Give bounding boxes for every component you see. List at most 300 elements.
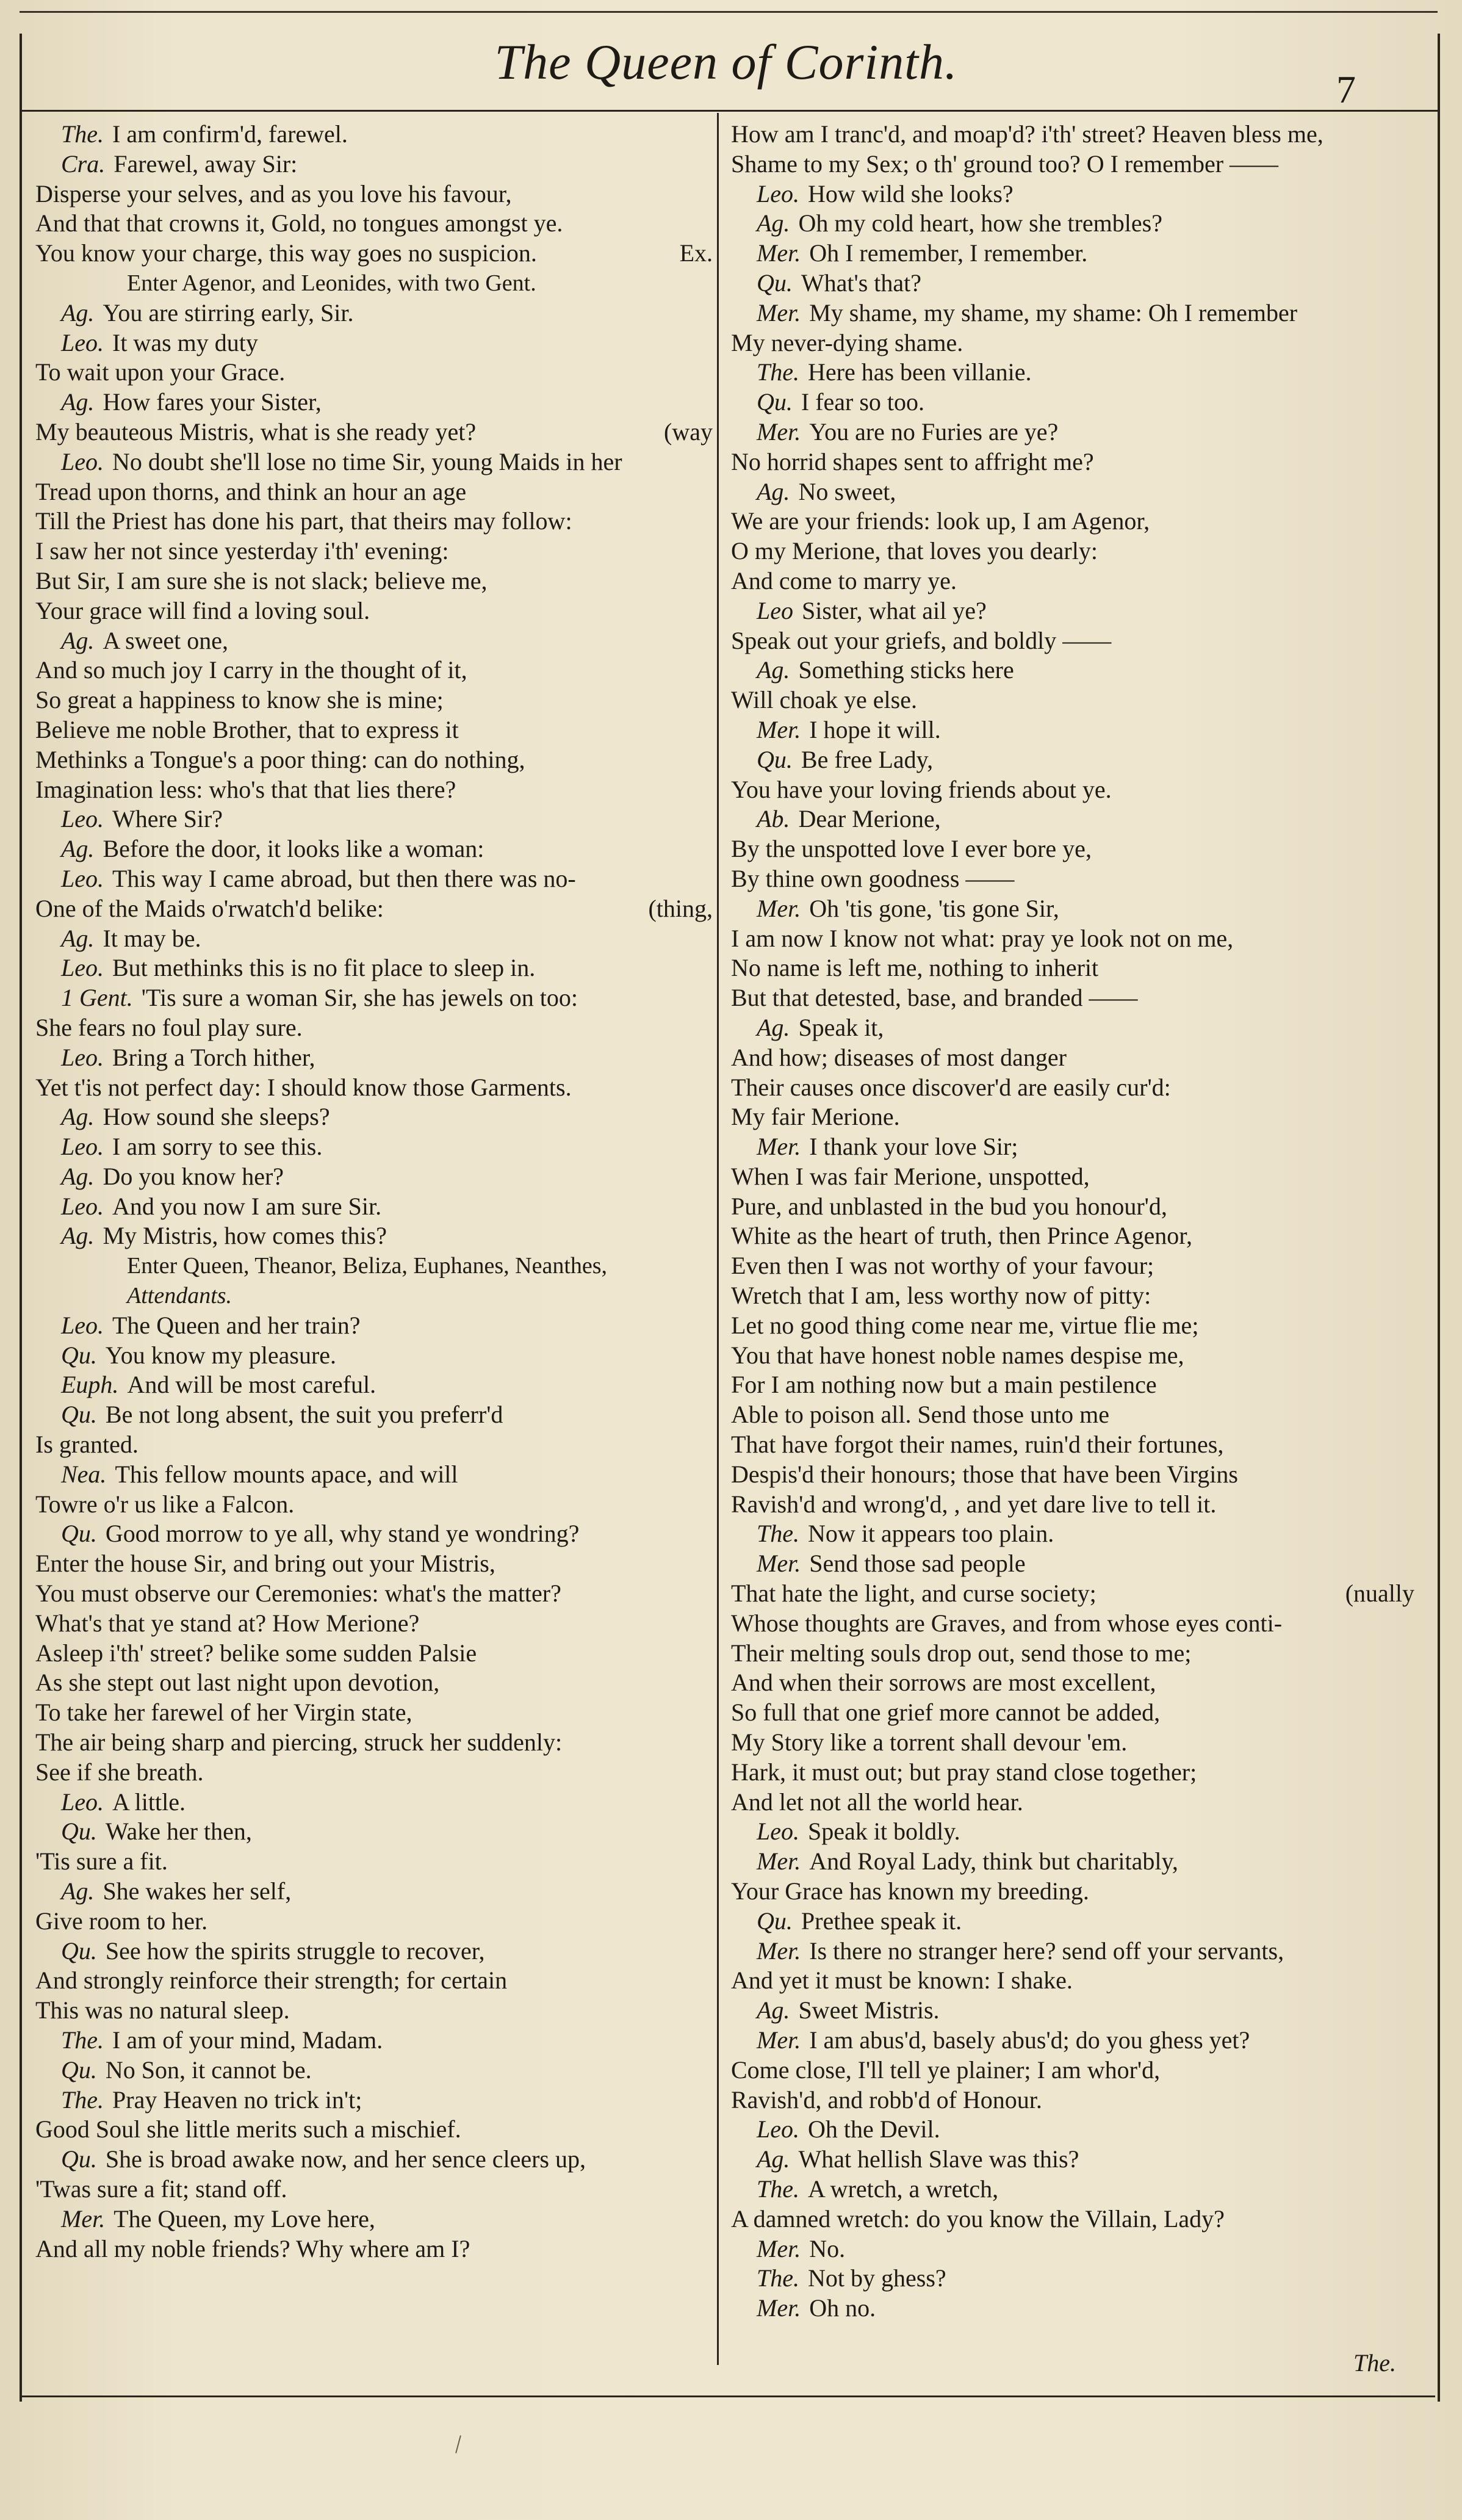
line-text: Ravish'd and wrong'd, , and yet dare live to tell it.	[731, 1490, 1217, 1518]
speaker-prefix: Qu.	[61, 1937, 97, 1965]
line-text: My shame, my shame, my shame: Oh I remember	[809, 298, 1298, 327]
line-text: 'Twas sure a fit; stand off.	[35, 2175, 287, 2203]
right-text-column	[731, 120, 1414, 2323]
verse-line	[731, 864, 1414, 894]
line-text: Good Soul she little merits such a mischief.	[35, 2115, 461, 2143]
line-text: I fear so too.	[801, 388, 925, 416]
line-text: So great a happiness to know she is mine;	[35, 686, 444, 714]
line-text: She wakes her self,	[103, 1877, 292, 1905]
speaker-prefix: Ag.	[757, 209, 790, 237]
verse-line	[35, 150, 713, 179]
line-text: A damned wretch: do you know the Villain, Lady?	[731, 2204, 1225, 2233]
verse-line	[731, 1162, 1414, 1192]
line-text: And strongly reinforce their strength; for certain	[35, 1966, 508, 1995]
verse-line	[35, 1609, 713, 1639]
verse-line	[35, 239, 713, 269]
line-text: No.	[809, 2234, 846, 2262]
line-text: As she stept out last night upon devotion,	[35, 1669, 440, 1697]
line-text: Bring a Torch hither,	[112, 1043, 315, 1071]
verse-line	[731, 1817, 1414, 1847]
speaker-prefix: Leo.	[61, 1133, 104, 1161]
speaker-prefix: Qu.	[61, 1401, 97, 1429]
speaker-prefix: Euph.	[61, 1371, 119, 1399]
line-text: This fellow mounts apace, and will	[115, 1460, 458, 1488]
verse-line	[731, 2234, 1414, 2264]
line-text: And how; diseases of most danger	[731, 1043, 1067, 1071]
verse-line	[35, 1221, 713, 1251]
verse-line	[731, 1966, 1414, 1996]
line-text: Hark, it must out; but pray stand close together;	[731, 1758, 1197, 1786]
line-text: But Sir, I am sure she is not slack; believe me,	[35, 566, 488, 594]
verse-line	[35, 864, 713, 894]
line-text: What hellish Slave was this?	[798, 2145, 1079, 2173]
line-text: Sister, what ail ye?	[802, 596, 987, 624]
speaker-prefix: Mer.	[757, 2294, 801, 2322]
line-text: Able to poison all. Send those unto me	[731, 1401, 1109, 1429]
line-text: To take her farewel of her Virgin state,	[35, 1699, 412, 1727]
speaker-prefix: Ab.	[757, 805, 790, 833]
speaker-prefix: Mer.	[757, 715, 801, 743]
verse-line	[35, 1370, 713, 1400]
line-text: By thine own goodness ——	[731, 864, 1015, 892]
verse-line	[35, 1937, 713, 1966]
verse-line	[731, 2026, 1414, 2056]
verse-line	[731, 924, 1414, 954]
verse-line	[35, 1341, 713, 1371]
line-text: She is broad awake now, and her sence cleers up,	[105, 2145, 586, 2173]
speaker-prefix: The.	[61, 2085, 104, 2114]
verse-line	[731, 1668, 1414, 1698]
verse-line	[35, 1877, 713, 1907]
line-text: You that have honest noble names despise me,	[731, 1341, 1184, 1369]
verse-line	[731, 1221, 1414, 1251]
verse-line	[731, 1192, 1414, 1222]
speaker-prefix: Mer.	[61, 2204, 106, 2233]
speaker-prefix: Ag.	[757, 1996, 790, 2024]
verse-line	[35, 1549, 713, 1579]
line-turnover: (way	[664, 417, 713, 446]
line-text: I am now I know not what: pray ye look not on me,	[731, 924, 1234, 952]
speaker-prefix: Qu.	[61, 1818, 97, 1846]
line-text: Something sticks here	[798, 656, 1014, 684]
speaker-prefix: Mer.	[757, 417, 801, 446]
verse-line	[731, 2115, 1414, 2145]
line-text: Dear Merione,	[798, 805, 941, 833]
line-text: Imagination less: who's that that lies there?	[35, 775, 456, 803]
speaker-prefix: The.	[757, 1520, 799, 1548]
line-text: I thank your love Sir;	[809, 1133, 1018, 1161]
verse-line	[731, 1370, 1414, 1400]
speaker-prefix: The.	[61, 2026, 104, 2054]
left-text-column	[35, 120, 713, 2264]
speaker-prefix: Mer.	[757, 239, 801, 267]
line-text: A wretch, a wretch,	[808, 2175, 999, 2203]
verse-line	[731, 715, 1414, 745]
verse-line	[35, 1817, 713, 1847]
speaker-prefix: Leo.	[757, 179, 799, 208]
line-text: No doubt she'll lose no time Sir, young Maids in her	[112, 447, 622, 475]
line-text: Send those sad people	[809, 1550, 1026, 1578]
verse-line	[731, 1311, 1414, 1341]
line-text: And all my noble friends? Why where am I?	[35, 2234, 470, 2262]
verse-line	[731, 566, 1414, 596]
line-text: You must observe our Ceremonies: what's the matter?	[35, 1580, 561, 1608]
line-text: Oh the Devil.	[808, 2115, 940, 2143]
verse-line	[35, 388, 713, 417]
stage-direction: Enter Agenor, and Leonides, with two Gent.	[127, 270, 536, 296]
stage-direction: Enter Queen, Theanor, Beliza, Euphanes, Neanthes,	[127, 1253, 608, 1279]
verse-line	[731, 2294, 1414, 2323]
line-text: Prethee speak it.	[801, 1907, 962, 1935]
verse-line	[35, 477, 713, 507]
verse-line	[35, 715, 713, 745]
verse-line	[731, 239, 1414, 269]
line-text: Whose thoughts are Graves, and from whose eyes conti-	[731, 1609, 1283, 1637]
verse-line	[731, 626, 1414, 656]
speaker-prefix: The.	[61, 120, 104, 148]
verse-line	[35, 1758, 713, 1788]
verse-line	[35, 655, 713, 685]
verse-line	[35, 626, 713, 656]
verse-line	[35, 1311, 713, 1341]
line-text: How sound she sleeps?	[103, 1103, 330, 1131]
line-text: I am of your mind, Madam.	[112, 2026, 383, 2054]
verse-line	[731, 834, 1414, 864]
verse-line	[35, 328, 713, 358]
verse-line	[35, 2026, 713, 2056]
speaker-prefix: Ag.	[757, 2145, 790, 2173]
line-text: Enter the house Sir, and bring out your Mistris,	[35, 1550, 495, 1578]
speaker-prefix: Ag.	[757, 1013, 790, 1041]
line-text: And yet it must be known: I shake.	[731, 1966, 1073, 1995]
speaker-prefix: The.	[757, 2175, 799, 2203]
line-text: Here has been villanie.	[808, 358, 1032, 386]
line-text: Tread upon thorns, and think an hour an age	[35, 477, 467, 505]
verse-line	[731, 655, 1414, 685]
speaker-prefix: Qu.	[757, 269, 793, 297]
verse-line	[731, 477, 1414, 507]
speaker-prefix: Nea.	[61, 1460, 107, 1488]
verse-line	[35, 1400, 713, 1430]
line-text: This was no natural sleep.	[35, 1996, 290, 2024]
verse-line	[731, 328, 1414, 358]
verse-line	[731, 120, 1414, 150]
verse-line	[731, 1400, 1414, 1430]
line-text: Pray Heaven no trick in't;	[112, 2085, 362, 2114]
line-text: No sweet,	[798, 477, 896, 505]
verse-line	[35, 1996, 713, 2026]
line-text: What's that?	[801, 269, 922, 297]
line-text: A sweet one,	[103, 626, 228, 654]
speaker-prefix: Ag.	[61, 1222, 95, 1250]
verse-line	[35, 298, 713, 328]
verse-line	[731, 1907, 1414, 1937]
verse-line	[35, 2085, 713, 2115]
line-text: One of the Maids o'rwatch'd belike:	[35, 894, 384, 922]
verse-line	[731, 775, 1414, 805]
line-text: 'Tis sure a woman Sir, she has jewels on too:	[141, 984, 578, 1012]
verse-line	[731, 388, 1414, 417]
verse-line	[35, 2204, 713, 2234]
verse-line	[35, 1788, 713, 1818]
verse-line	[731, 1281, 1414, 1311]
ink-mark	[455, 2435, 461, 2453]
verse-line	[35, 2145, 713, 2175]
header-rule	[20, 110, 1438, 112]
speaker-prefix: Ag.	[61, 298, 95, 327]
line-text: And come to marry ye.	[731, 566, 957, 594]
line-text: 'Tis sure a fit.	[35, 1847, 168, 1876]
line-text: Before the door, it looks like a woman:	[103, 835, 484, 863]
verse-line	[731, 804, 1414, 834]
line-text: Do you know her?	[103, 1162, 284, 1190]
verse-line	[731, 1132, 1414, 1162]
line-text: That have forgot their names, ruin'd their fortunes,	[731, 1431, 1224, 1459]
speaker-prefix: Mer.	[757, 1847, 801, 1876]
verse-line	[35, 1639, 713, 1669]
verse-line	[35, 1519, 713, 1549]
verse-line	[35, 745, 713, 775]
speaker-prefix: Cra.	[61, 150, 106, 178]
verse-line	[35, 2056, 713, 2085]
speaker-prefix: Leo.	[61, 864, 104, 892]
verse-line	[731, 745, 1414, 775]
verse-line	[731, 1609, 1414, 1639]
line-text: And will be most careful.	[127, 1371, 376, 1399]
verse-line	[35, 209, 713, 239]
catchword: The.	[1353, 2349, 1396, 2377]
verse-line	[35, 566, 713, 596]
speaker-prefix: Leo.	[61, 1192, 104, 1220]
line-text: But methinks this is no fit place to sleep in.	[112, 954, 536, 982]
line-text: Be not long absent, the suit you preferr'd	[105, 1401, 503, 1429]
verse-line	[35, 1073, 713, 1103]
speaker-prefix: Leo.	[61, 1043, 104, 1071]
line-text: White as the heart of truth, then Prince Agenor,	[731, 1222, 1192, 1250]
line-text: Your grace will find a loving soul.	[35, 596, 370, 624]
line-text: Their melting souls drop out, send those to me;	[731, 1639, 1192, 1667]
line-text: See if she breath.	[35, 1758, 204, 1786]
line-text: Oh no.	[809, 2294, 876, 2322]
top-edge-rule	[20, 11, 1438, 13]
verse-line	[35, 1698, 713, 1728]
speaker-prefix: Leo.	[61, 447, 104, 475]
line-text: Give room to her.	[35, 1907, 208, 1935]
verse-line	[35, 179, 713, 209]
verse-line	[35, 1668, 713, 1698]
line-text: Yet t'is not perfect day: I should know those Garments.	[35, 1073, 572, 1101]
line-text: And Royal Lady, think but charitably,	[809, 1847, 1178, 1876]
line-text: Where Sir?	[112, 805, 223, 833]
line-text: Shame to my Sex; o th' ground too? O I remember ——	[731, 150, 1279, 178]
line-text: I am sorry to see this.	[112, 1133, 323, 1161]
verse-line	[731, 1788, 1414, 1818]
line-text: Sweet Mistris.	[798, 1996, 940, 2024]
verse-line	[35, 536, 713, 566]
speaker-prefix: Mer.	[757, 2026, 801, 2054]
line-text: Their causes once discover'd are easily cur'd:	[731, 1073, 1171, 1101]
speaker-prefix: Leo.	[61, 1311, 104, 1339]
speaker-prefix: Ag.	[61, 1877, 95, 1905]
speaker-prefix: Qu.	[61, 2145, 97, 2173]
verse-line	[35, 596, 713, 626]
verse-line	[731, 2264, 1414, 2294]
line-text: But that detested, base, and branded ——	[731, 984, 1138, 1012]
line-text: And when their sorrows are most excellent,	[731, 1669, 1156, 1697]
line-text: Is granted.	[35, 1431, 139, 1459]
verse-line	[35, 447, 713, 477]
speaker-prefix: Ag.	[61, 626, 95, 654]
line-text: By the unspotted love I ever bore ye,	[731, 835, 1092, 863]
line-text: Oh my cold heart, how she trembles?	[798, 209, 1162, 237]
verse-line	[731, 596, 1414, 626]
verse-line	[35, 834, 713, 864]
line-text: Speak it boldly.	[808, 1818, 960, 1846]
line-text: No horrid shapes sent to affright me?	[731, 447, 1094, 475]
verse-line	[35, 1579, 713, 1609]
verse-line	[731, 1043, 1414, 1073]
verse-line	[731, 1341, 1414, 1371]
line-text: Wretch that I am, less worthy now of pitty:	[731, 1282, 1151, 1310]
verse-line	[731, 1847, 1414, 1877]
line-text: So full that one grief more cannot be added,	[731, 1699, 1161, 1727]
speaker-prefix: Ag.	[61, 1103, 95, 1131]
line-text: And that that crowns it, Gold, no tongues amongst ye.	[35, 209, 563, 237]
line-text: And so much joy I carry in the thought of it,	[35, 656, 467, 684]
line-turnover: Ex.	[679, 239, 713, 267]
line-text: My fair Merione.	[731, 1103, 900, 1131]
verse-line	[731, 2204, 1414, 2234]
speaker-prefix: Ag.	[61, 388, 95, 416]
speaker-prefix: Qu.	[61, 2056, 97, 2084]
speaker-prefix: Qu.	[61, 1341, 97, 1369]
verse-line	[731, 269, 1414, 298]
speaker-prefix: Leo.	[61, 954, 104, 982]
line-text: And let not all the world hear.	[731, 1788, 1023, 1816]
line-text: See how the spirits struggle to recover,	[105, 1937, 485, 1965]
line-text: Ravish'd, and robb'd of Honour.	[731, 2085, 1042, 2114]
line-text: The Queen and her train?	[112, 1311, 361, 1339]
verse-line	[731, 298, 1414, 328]
line-text: Wake her then,	[105, 1818, 252, 1846]
line-text: My Story like a torrent shall devour 'em.	[731, 1728, 1128, 1756]
line-text: Oh 'tis gone, 'tis gone Sir,	[809, 894, 1059, 922]
speaker-prefix: Qu.	[757, 388, 793, 416]
speaker-prefix: Mer.	[757, 1133, 801, 1161]
speaker-prefix: Leo.	[61, 328, 104, 356]
line-text: Asleep i'th' street? belike some sudden Palsie	[35, 1639, 477, 1667]
verse-line	[731, 417, 1414, 447]
verse-line	[35, 507, 713, 536]
line-text: Come close, I'll tell ye plainer; I am whor'd,	[731, 2056, 1161, 2084]
speaker-prefix: Qu.	[757, 1907, 793, 1935]
verse-line	[731, 1877, 1414, 1907]
line-text: Not by ghess?	[808, 2264, 946, 2292]
verse-line	[731, 1251, 1414, 1281]
line-text: My Mistris, how comes this?	[103, 1222, 387, 1250]
verse-line	[35, 1460, 713, 1490]
line-text: I hope it will.	[809, 715, 941, 743]
speaker-prefix: Ag.	[61, 924, 95, 952]
speaker-prefix: Mer.	[757, 894, 801, 922]
line-text: Believe me noble Brother, that to express it	[35, 715, 459, 743]
line-text: My beauteous Mistris, what is she ready yet?	[35, 417, 477, 446]
line-text: Your Grace has known my breeding.	[731, 1877, 1089, 1905]
verse-line	[35, 775, 713, 805]
verse-line	[731, 209, 1414, 239]
line-text: You know your charge, this way goes no suspicion.	[35, 239, 537, 267]
verse-line	[731, 953, 1414, 983]
line-text: No Son, it cannot be.	[105, 2056, 312, 2084]
verse-line	[731, 2056, 1414, 2085]
verse-line	[731, 1013, 1414, 1043]
speaker-prefix: Leo.	[61, 1788, 104, 1816]
verse-line	[731, 1728, 1414, 1758]
verse-line	[731, 358, 1414, 388]
line-text: Now it appears too plain.	[808, 1520, 1054, 1548]
line-text: How fares your Sister,	[103, 388, 322, 416]
line-text: Towre o'r us like a Falcon.	[35, 1490, 295, 1518]
line-text: It was my duty	[112, 328, 258, 356]
line-text: Be free Lady,	[801, 745, 934, 773]
verse-line	[731, 1430, 1414, 1460]
line-turnover: (nually	[1345, 1580, 1414, 1608]
line-text: It may be.	[103, 924, 201, 952]
line-text: Even then I was not worthy of your favour;	[731, 1252, 1154, 1280]
verse-line	[35, 804, 713, 834]
speaker-prefix: Leo	[757, 596, 793, 624]
speaker-prefix: Mer.	[757, 298, 801, 327]
verse-line	[35, 1013, 713, 1043]
line-text: Good morrow to ye all, why stand ye wondring?	[105, 1520, 580, 1548]
line-text: The air being sharp and piercing, struck her suddenly:	[35, 1728, 563, 1756]
speaker-prefix: Ag.	[757, 656, 790, 684]
verse-line	[731, 1073, 1414, 1103]
line-text: A little.	[112, 1788, 185, 1816]
line-text: When I was fair Merione, unspotted,	[731, 1162, 1090, 1190]
speaker-prefix: The.	[757, 358, 799, 386]
line-text: Let no good thing come near me, virtue flie me;	[731, 1311, 1199, 1339]
line-text: And you now I am sure Sir.	[112, 1192, 382, 1220]
line-text: My never-dying shame.	[731, 328, 963, 356]
speaker-prefix: Leo.	[757, 2115, 799, 2143]
speaker-prefix: Ag.	[61, 1162, 95, 1190]
speaker-prefix: 1 Gent.	[61, 984, 133, 1012]
speaker-prefix: Qu.	[757, 745, 793, 773]
speaker-prefix: Ag.	[61, 835, 95, 863]
verse-line	[731, 1937, 1414, 1966]
speaker-prefix: Mer.	[757, 2234, 801, 2262]
verse-line	[35, 1847, 713, 1877]
verse-line	[35, 1132, 713, 1162]
verse-line	[35, 1043, 713, 1073]
line-text: That hate the light, and curse society;	[731, 1580, 1096, 1608]
verse-line	[35, 1907, 713, 1937]
verse-line	[35, 1490, 713, 1520]
line-text: You are no Furies are ye?	[809, 417, 1059, 446]
verse-line	[731, 2085, 1414, 2115]
verse-line	[731, 179, 1414, 209]
line-turnover: (thing,	[648, 894, 713, 922]
verse-line	[731, 2145, 1414, 2175]
speaker-prefix: The.	[757, 2264, 799, 2292]
speaker-prefix: Mer.	[757, 1550, 801, 1578]
verse-line	[731, 536, 1414, 566]
verse-line	[731, 150, 1414, 179]
verse-line	[35, 1192, 713, 1222]
line-text: Is there no stranger here? send off your servants,	[809, 1937, 1284, 1965]
line-text: This way I came abroad, but then there was no-	[112, 864, 576, 892]
